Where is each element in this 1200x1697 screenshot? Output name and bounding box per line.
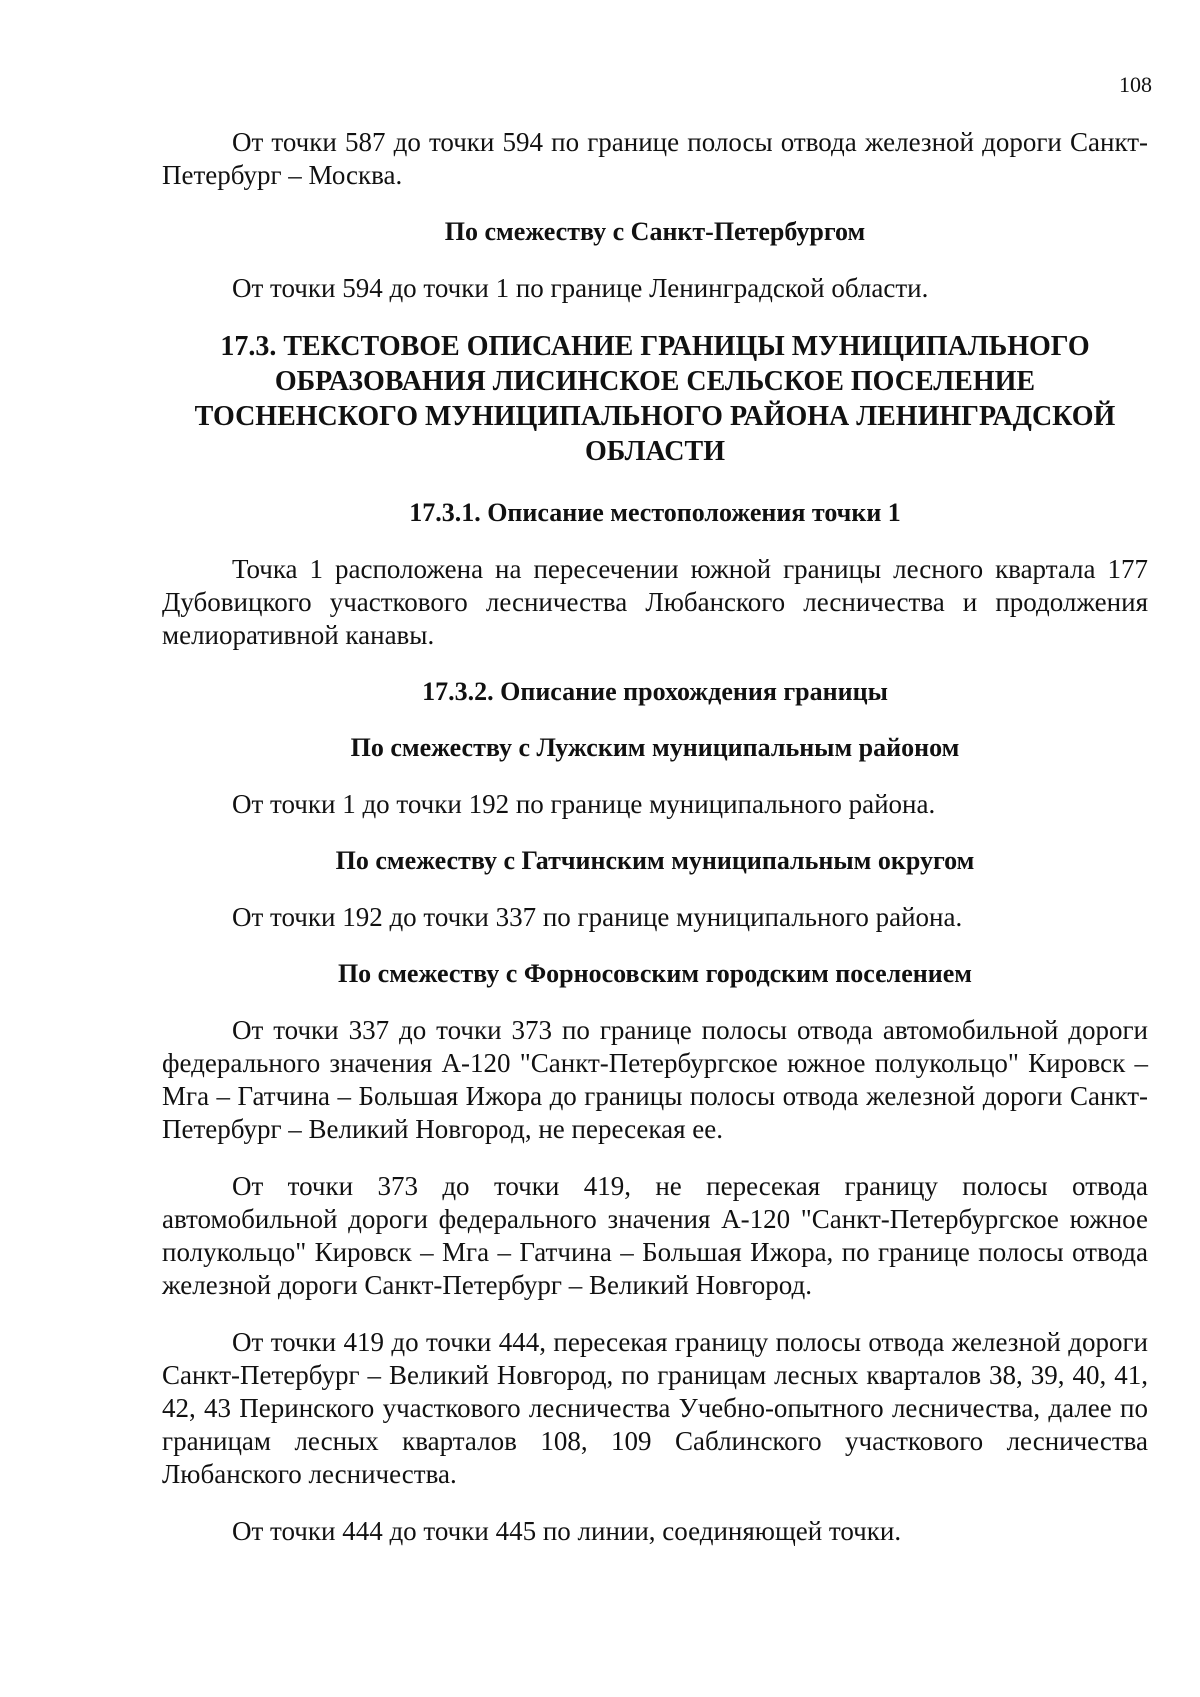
heading-adjacent-gatchina: По смежеству с Гатчинским муниципальным округом (335, 846, 975, 875)
paragraph-point-1-location: Точка 1 расположена на пересечении южной границы лесного квартала 177 Дубовицкого участкового лесничества Любанского лесничества и продолжения мелиоративной канавы. (162, 554, 1148, 650)
paragraph-points-373-419: От точки 373 до точки 419, не пересекая границу полосы отвода автомобильной дороги федерального значения А-120 "Санкт-Петербургское южное полукольцо" Кировск – Мга – Гатчина – Большая Ижора, по границе полосы отвода железной дороги Санкт-Петербург – Великий Новгород. (162, 1171, 1148, 1300)
paragraph-points-587-594: От точки 587 до точки 594 по границе полосы отвода железной дороги Санкт-Петербург – Москва. (162, 127, 1148, 190)
page-number: 108 (1119, 72, 1152, 97)
heading-adjacent-fornosovo: По смежеству с Форносовским городским поселением (337, 959, 973, 988)
heading-17-3-2: 17.3.2. Описание прохождения границы (422, 677, 888, 706)
heading-adjacent-spb: По смежеству с Санкт-Петербургом (444, 217, 866, 246)
paragraph-points-337-373: От точки 337 до точки 373 по границе полосы отвода автомобильной дороги федерального значения А-120 "Санкт-Петербургское южное полукольцо" Кировск – Мга – Гатчина – Большая Ижора до границы полосы отвода железной дороги Санкт-Петербург – Великий Новгород, не пересекая ее. (162, 1015, 1148, 1144)
paragraph-points-192-337: От точки 192 до точки 337 по границе муниципального района. (232, 902, 963, 932)
document-body (162, 126, 1148, 1548)
paragraph-points-419-444: От точки 419 до точки 444, пересекая границу полосы отвода железной дороги Санкт-Петербург – Великий Новгород, по границам лесных кварталов 38, 39, 40, 41, 42, 43 Перинского участкового лесничества Учебно-опытного лесничества, далее по границам лесных кварталов 108, 109 Саблинского участкового лесничества Любанского лесничества. (162, 1327, 1148, 1489)
heading-adjacent-luga: По смежеству с Лужским муниципальным районом (350, 733, 960, 762)
paragraph-points-444-445: От точки 444 до точки 445 по линии, соединяющей точки. (232, 1516, 902, 1546)
paragraph-points-1-192: От точки 1 до точки 192 по границе муниципального района. (232, 789, 936, 819)
paragraph-points-594-1: От точки 594 до точки 1 по границе Ленинградской области. (232, 273, 929, 303)
section-title-17-3: 17.3. ТЕКСТОВОЕ ОПИСАНИЕ ГРАНИЦЫ МУНИЦИПАЛЬНОГО ОБРАЗОВАНИЯ ЛИСИНСКОЕ СЕЛЬСКОЕ ПОСЕЛЕНИЕ ТОСНЕНСКОГО МУНИЦИПАЛЬНОГО РАЙОНА ЛЕНИНГРАДСКОЙ ОБЛАСТИ (194, 331, 1116, 467)
heading-17-3-1: 17.3.1. Описание местоположения точки 1 (409, 498, 901, 527)
